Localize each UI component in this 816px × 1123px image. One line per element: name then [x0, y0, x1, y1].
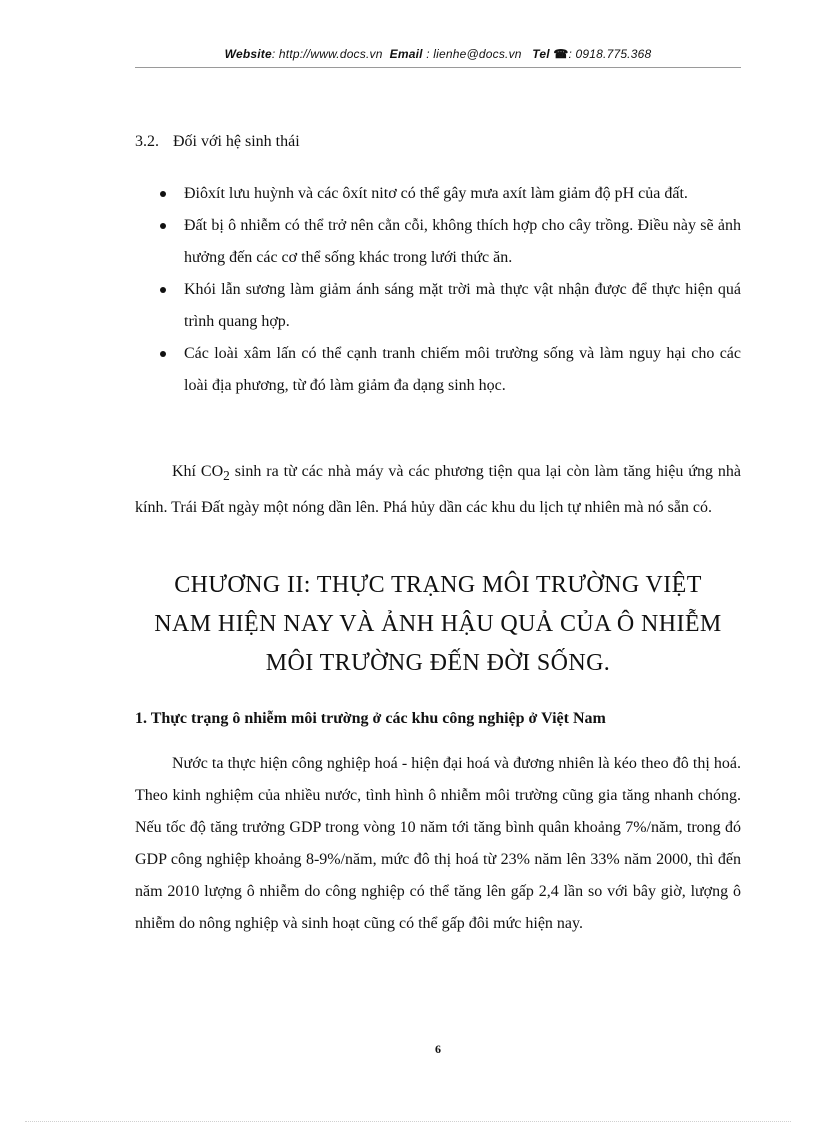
bullet-icon — [160, 191, 166, 197]
co2-subscript: 2 — [223, 468, 230, 484]
page-header — [135, 47, 741, 61]
chapter-title-line: NAM HIỆN NAY VÀ ẢNH HẬU QUẢ CỦA Ô NHIỄM — [154, 611, 722, 637]
page-number: 6 — [435, 1042, 441, 1056]
footer-divider — [25, 1121, 791, 1122]
section-title: Đối với hệ sinh thái — [173, 133, 300, 150]
email-value: : lienhe@docs.vn — [426, 47, 522, 61]
website-label: Website — [224, 47, 272, 61]
section-heading — [135, 133, 300, 151]
tel-label: Tel — [532, 47, 550, 61]
header-divider — [135, 67, 741, 68]
website-value: : http://www.docs.vn — [271, 47, 383, 61]
chapter-title-line: MÔI TRƯỜNG ĐẾN ĐỜI SỐNG. — [265, 650, 611, 676]
co2-paragraph: Khí $CO_2$ sinh ra từ các nhà máy và các phương tiện qua lại còn làm tăng hiệu ứng nhà kính. Trái Đất ngày một nóng dần lên. Phá hủy dần các khu du lịch tự nhiên mà nó sẵn có. — [135, 463, 741, 517]
body-paragraph: Nước ta thực hiện công nghiệp hoá - hiện đại hoá và đương nhiên là kéo theo đô thị hoá. Theo kinh nghiệm của nhiều nước, tình hình ô nhiễm môi trường cũng gia tăng nhanh chóng. Nếu tốc độ tăng trưởng GDP trong vòng 10 năm tới tăng bình quân khoảng 7%/năm, trong đó GDP công nghiệp khoảng 8-9%/năm, mức đô thị hoá từ 23% năm lên 33% năm 2000, thì đến năm 2010 lượng ô nhiễm do công nghiệp có thể tăng lên gấp 2,4 lần so với bây giờ, lượng ô nhiễm do nông nghiệp và sinh hoạt cũng có thể gấp đôi mức hiện nay. — [135, 755, 741, 932]
tel-value: : 0918.775.368 — [568, 47, 652, 61]
bullet-list — [135, 178, 741, 402]
list-item: Khói lẫn sương làm giảm ánh sáng mặt trời mà thực vật nhận được để thực hiện quá trình quang hợp. — [135, 274, 741, 338]
bullet-icon — [160, 351, 166, 357]
phone-icon: ☎ — [553, 47, 569, 61]
section-number: 3.2. — [135, 133, 159, 150]
list-item: Đất bị ô nhiễm có thể trở nên cằn cỗi, không thích hợp cho cây trồng. Điều này sẽ ảnh hưởng đến các cơ thể sống khác trong lưới thức ăn. — [135, 210, 741, 274]
bullet-icon — [160, 287, 166, 293]
list-item: Điôxít lưu huỳnh và các ôxít nitơ có thể gây mưa axít làm giảm độ pH của đất. — [135, 178, 741, 210]
bullet-icon — [160, 223, 166, 229]
list-item: Các loài xâm lấn có thể cạnh tranh chiếm môi trường sống và làm nguy hại cho các loài địa phương, từ đó làm giảm đa dạng sinh học. — [135, 338, 741, 402]
subsection-heading: 1. Thực trạng ô nhiễm môi trường ở các khu công nghiệp ở Việt Nam — [135, 710, 606, 727]
email-label: Email — [389, 47, 423, 61]
chapter-title — [135, 566, 741, 683]
chapter-title-line: CHƯƠNG II: THỰC TRẠNG MÔI TRƯỜNG VIỆT — [174, 572, 702, 598]
